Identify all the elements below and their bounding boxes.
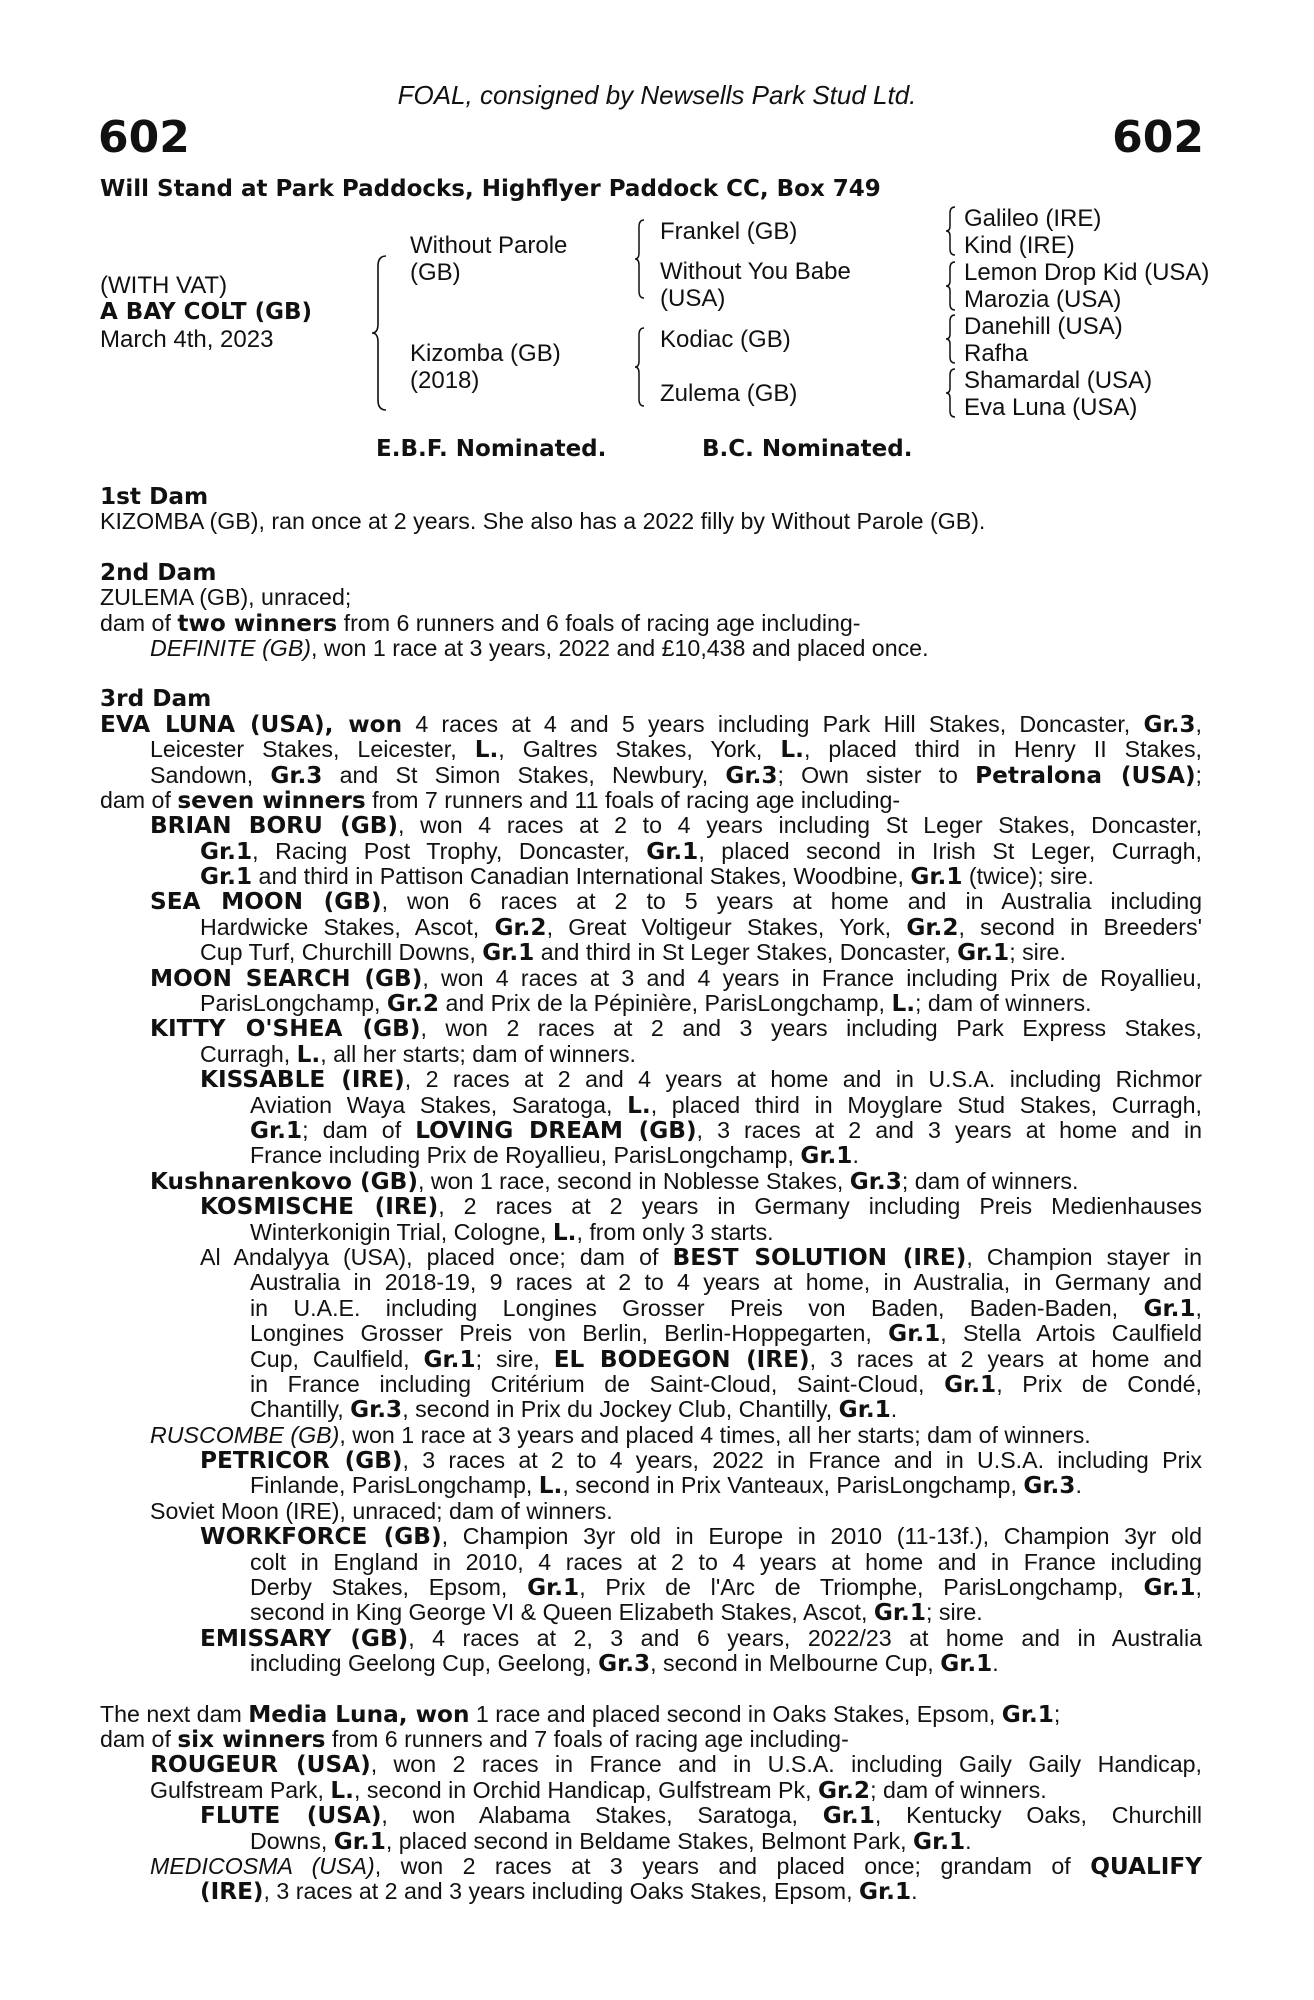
produce-line: Gr.1; dam of LOVING DREAM (GB), 3 races at 2 and 3 years at home and in <box>250 1116 1202 1144</box>
pedigree-g3-2: Kind (IRE) <box>964 232 1075 259</box>
produce-line: Kushnarenkovo (GB), won 1 race, second in Noblesse Stakes, Gr.3; dam of winners. <box>150 1167 1079 1195</box>
produce-line: KOSMISCHE (IRE), 2 races at 2 years in Germany including Preis Medienhauses <box>200 1193 1202 1221</box>
produce-line: Australia in 2018-19, 9 races at 2 to 4 years at home, in Australia, in Germany and <box>250 1269 1202 1296</box>
subject-name: A BAY COLT (GB) <box>100 299 313 325</box>
produce-line: Cup Turf, Churchill Downs, Gr.1 and third in St Leger Stakes, Doncaster, Gr.1; sire. <box>200 939 1066 967</box>
produce-line: KISSABLE (IRE), 2 races at 2 and 4 years at home and in U.S.A. including Richmor <box>200 1066 1202 1094</box>
pedigree-brace-sire <box>633 218 647 300</box>
third-dam-line: Sandown, Gr.3 and St Simon Stakes, Newbury, Gr.3; Own sister to Petralona (USA); <box>150 761 1202 789</box>
lot-number-left: 602 <box>98 112 190 163</box>
pedigree-g3-4: Marozia (USA) <box>964 286 1122 313</box>
catalogue-body <box>100 484 1202 1905</box>
pedigree-g3-7: Shamardal (USA) <box>964 367 1153 394</box>
second-dam-line: ZULEMA (GB), unraced; <box>100 584 352 611</box>
pedigree-g3-3: Lemon Drop Kid (USA) <box>964 259 1210 286</box>
pedigree-dam: Kizomba (GB) (2018) <box>410 340 561 394</box>
third-dam-line: Leicester Stakes, Leicester, L., Galtres Stakes, York, L., placed third in Henry II Stakes, <box>150 736 1202 764</box>
produce-line: Gulfstream Park, L., second in Orchid Handicap, Gulfstream Pk, Gr.2; dam of winners. <box>150 1776 1047 1804</box>
bc-nomination: B.C. Nominated. <box>702 436 913 462</box>
third-dam-line: EVA LUNA (USA), won 4 races at 4 and 5 years including Park Hill Stakes, Doncaster, Gr.3, <box>100 710 1202 738</box>
produce-line: Longines Grosser Preis von Berlin, Berlin-Hoppegarten, Gr.1, Stella Artois Caulfield <box>250 1320 1202 1348</box>
produce-line: France including Prix de Royallieu, ParisLongchamp, Gr.1. <box>250 1142 859 1170</box>
produce-line: EMISSARY (GB), 4 races at 2, 3 and 6 years, 2022/23 at home and in Australia <box>200 1624 1202 1652</box>
next-dam-line: dam of six winners from 6 runners and 7 foals of racing age including- <box>100 1725 849 1753</box>
pedigree-g3-1: Galileo (IRE) <box>964 205 1102 232</box>
produce-line: Downs, Gr.1, placed second in Beldame Stakes, Belmont Park, Gr.1. <box>250 1827 972 1855</box>
produce-line: Finlande, ParisLongchamp, L., second in Prix Vanteaux, ParisLongchamp, Gr.3. <box>250 1472 1082 1500</box>
pedigree-dam-dam: Zulema (GB) <box>660 380 798 407</box>
produce-line: including Geelong Cup, Geelong, Gr.3, second in Melbourne Cup, Gr.1. <box>250 1650 999 1678</box>
produce-line: second in King George VI & Queen Elizabeth Stakes, Ascot, Gr.1; sire. <box>250 1599 983 1627</box>
pedigree-brace-g3-1 <box>944 205 958 257</box>
pedigree-dam-sire: Kodiac (GB) <box>660 326 791 353</box>
first-dam-line: KIZOMBA (GB), ran once at 2 years. She also has a 2022 filly by Without Parole (GB). <box>100 508 986 535</box>
produce-line: colt in England in 2010, 4 races at 2 to 4 years at home and in France including <box>250 1548 1202 1575</box>
produce-line: Gr.1 and third in Pattison Canadian International Stakes, Woodbine, Gr.1 (twice); sire. <box>200 863 1094 891</box>
lot-number-right: 602 <box>1112 112 1204 163</box>
pedigree-brace-g3-2 <box>944 260 958 312</box>
produce-line: ParisLongchamp, Gr.2 and Prix de la Pépinière, ParisLongchamp, L.; dam of winners. <box>200 990 1092 1018</box>
produce-line: Derby Stakes, Epsom, Gr.1, Prix de l'Arc de Triomphe, ParisLongchamp, Gr.1, <box>250 1574 1202 1602</box>
pedigree-brace-g3-4 <box>944 367 958 419</box>
produce-line: in France including Critérium de Saint-Cloud, Saint-Cloud, Gr.1, Prix de Condé, <box>250 1370 1202 1398</box>
produce-line: BRIAN BORU (GB), won 4 races at 2 to 4 years including St Leger Stakes, Doncaster, <box>150 812 1203 840</box>
produce-line: in U.A.E. including Longines Grosser Preis von Baden, Baden-Baden, Gr.1, <box>250 1294 1202 1322</box>
produce-line: Chantilly, Gr.3, second in Prix du Jockey Club, Chantilly, Gr.1. <box>250 1396 898 1424</box>
produce-line: Curragh, L., all her starts; dam of winners. <box>200 1040 636 1068</box>
pedigree-sire: Without Parole (GB) <box>410 232 568 286</box>
pedigree-brace-g3-3 <box>944 313 958 365</box>
pedigree-brace-dam <box>633 326 647 408</box>
produce-line: (IRE), 3 races at 2 and 3 years including Oaks Stakes, Epsom, Gr.1. <box>200 1878 918 1906</box>
ebf-nomination: E.B.F. Nominated. <box>376 436 607 462</box>
produce-line: MEDICOSMA (USA), won 2 races at 3 years and placed once; grandam of QUALIFY <box>150 1852 1202 1880</box>
section-heading-3rd-dam: 3rd Dam <box>100 685 212 713</box>
produce-line: FLUTE (USA), won Alabama Stakes, Saratoga, Gr.1, Kentucky Oaks, Churchill <box>200 1802 1202 1830</box>
foaling-date: March 4th, 2023 <box>100 326 274 353</box>
produce-line: PETRICOR (GB), 3 races at 2 to 4 years, 2022 in France and in U.S.A. including Prix <box>200 1447 1202 1475</box>
next-dam-line: The next dam Media Luna, won 1 race and placed second in Oaks Stakes, Epsom, Gr.1; <box>100 1700 1061 1728</box>
stand-location: Will Stand at Park Paddocks, Highflyer Paddock CC, Box 749 <box>100 176 881 202</box>
vat-note: (WITH VAT) <box>100 272 228 299</box>
second-dam-line: dam of two winners from 6 runners and 6 foals of racing age including- <box>100 609 861 637</box>
produce-line: Winterkonigin Trial, Cologne, L., from only 3 starts. <box>250 1218 774 1246</box>
section-heading-1st-dam: 1st Dam <box>100 483 209 510</box>
produce-line: Hardwicke Stakes, Ascot, Gr.2, Great Voltigeur Stakes, York, Gr.2, second in Breeders' <box>200 913 1202 941</box>
pedigree-g3-6: Rafha <box>964 340 1029 367</box>
produce-line: WORKFORCE (GB), Champion 3yr old in Europe in 2010 (11-13f.), Champion 3yr old <box>200 1523 1202 1551</box>
produce-line: ROUGEUR (USA), won 2 races in France and in U.S.A. including Gaily Gaily Handicap, <box>150 1751 1202 1779</box>
pedigree-brace-main <box>370 254 390 412</box>
produce-line: KITTY O'SHEA (GB), won 2 races at 2 and 3 years including Park Express Stakes, <box>150 1015 1202 1043</box>
produce-line: Aviation Waya Stakes, Saratoga, L., placed third in Moyglare Stud Stakes, Curragh, <box>250 1091 1202 1119</box>
produce-line: RUSCOMBE (GB), won 1 race at 3 years and placed 4 times, all her starts; dam of winners. <box>150 1421 1091 1448</box>
third-dam-line: dam of seven winners from 7 runners and 11 foals of racing age including- <box>100 786 901 814</box>
pedigree-g3-8: Eva Luna (USA) <box>964 394 1138 421</box>
produce-line: Al Andalyya (USA), placed once; dam of BEST SOLUTION (IRE), Champion stayer in <box>200 1243 1202 1271</box>
second-dam-line: DEFINITE (GB), won 1 race at 3 years, 2022 and £10,438 and placed once. <box>150 634 929 661</box>
section-heading-2nd-dam: 2nd Dam <box>100 558 217 586</box>
pedigree-sire-dam: Without You Babe (USA) <box>660 258 851 312</box>
produce-line: SEA MOON (GB), won 6 races at 2 to 5 years at home and in Australia including <box>150 888 1202 916</box>
produce-line: Gr.1, Racing Post Trophy, Doncaster, Gr.1, placed second in Irish St Leger, Curragh, <box>200 837 1202 865</box>
produce-line: MOON SEARCH (GB), won 4 races at 3 and 4 years in France including Prix de Royallieu, <box>150 964 1202 992</box>
pedigree-g3-5: Danehill (USA) <box>964 313 1123 340</box>
produce-line: Soviet Moon (IRE), unraced; dam of winners. <box>150 1497 613 1524</box>
pedigree-sire-sire: Frankel (GB) <box>660 218 798 245</box>
consignment-line: FOAL, consigned by Newsells Park Stud Ltd. <box>397 80 917 110</box>
produce-line: Cup, Caulfield, Gr.1; sire, EL BODEGON (IRE), 3 races at 2 years at home and <box>250 1345 1202 1373</box>
